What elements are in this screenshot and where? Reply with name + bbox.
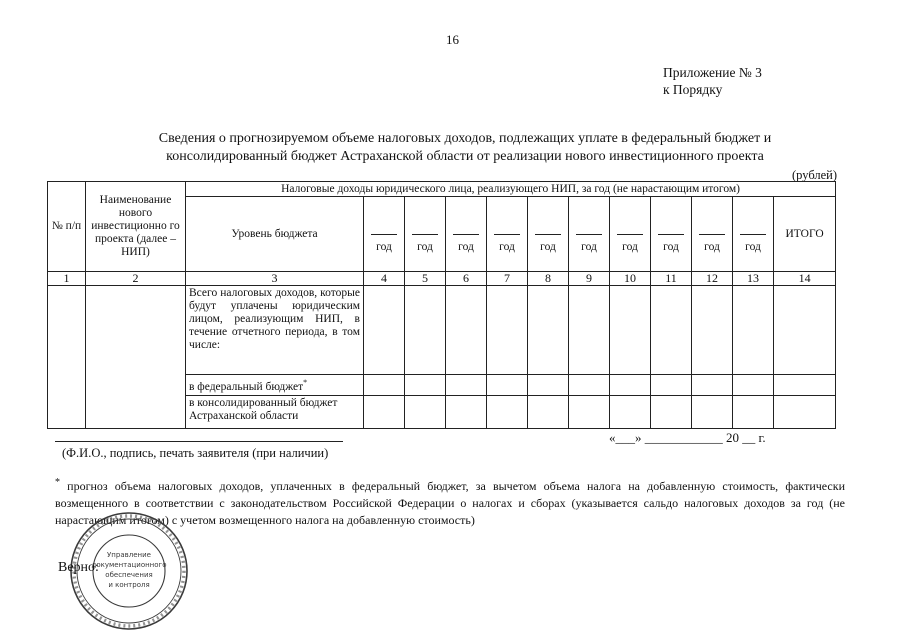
empty-cell [774, 395, 836, 428]
year-label: год [417, 240, 433, 253]
empty-cell [405, 375, 446, 396]
header-tax-revenue-group: Налоговые доходы юридического лица, реализующего НИП, за год (не нарастающим итогом) [186, 182, 836, 197]
column-number: 6 [446, 272, 487, 286]
year-label: год [540, 240, 556, 253]
header-year-cell [446, 197, 487, 272]
empty-cell [528, 375, 569, 396]
empty-cell [446, 395, 487, 428]
certification-label: Верно: [58, 560, 99, 575]
column-number: 4 [364, 272, 405, 286]
empty-cell [405, 395, 446, 428]
empty-cell [774, 286, 836, 375]
header-year-cell [364, 197, 405, 272]
empty-cell [364, 375, 405, 396]
empty-cell [364, 395, 405, 428]
empty-cell [651, 395, 692, 428]
empty-cell [528, 286, 569, 375]
empty-cell [569, 286, 610, 375]
column-number: 13 [733, 272, 774, 286]
title-line-1: Сведения о прогнозируемом объеме налоговых доходов, подлежащих уплате в федеральный бюджет и [158, 131, 772, 146]
year-label: год [663, 240, 679, 253]
year-label: год [745, 240, 761, 253]
units-label: (рублей) [792, 168, 838, 182]
stamp-line-4: и контроля [108, 581, 150, 589]
header-year-cell [610, 197, 651, 272]
header-year-cell [733, 197, 774, 272]
empty-cell [487, 395, 528, 428]
appendix-reference [663, 64, 762, 98]
empty-cell [733, 395, 774, 428]
row-federal-budget-label: в федеральный бюджет [189, 380, 304, 393]
empty-cell [569, 395, 610, 428]
empty-cell [487, 375, 528, 396]
empty-cell [733, 375, 774, 396]
empty-cell [651, 286, 692, 375]
empty-cell [487, 286, 528, 375]
empty-cell [692, 286, 733, 375]
header-row-number: № п/п [48, 182, 86, 272]
empty-cell [774, 375, 836, 396]
column-number: 7 [487, 272, 528, 286]
column-number: 5 [405, 272, 446, 286]
stamp-line-1: Управление [107, 551, 151, 559]
column-number: 10 [610, 272, 651, 286]
header-year-cell [528, 197, 569, 272]
row-total-tax-revenue: Всего налоговых доходов, которые будут уплачены юридическим лицом, реализующим НИП, в течение отчетного периода, в том числе: [186, 286, 364, 375]
year-label: год [581, 240, 597, 253]
empty-cell [364, 286, 405, 375]
header-year-cell [569, 197, 610, 272]
empty-cell [610, 395, 651, 428]
column-number: 1 [48, 272, 86, 286]
empty-cell [446, 286, 487, 375]
stamp-line-2: документационного [91, 561, 167, 569]
column-number: 14 [774, 272, 836, 286]
date-line: «___» ____________ 20 __ г. [609, 430, 766, 445]
header-total: ИТОГО [774, 197, 836, 272]
signature-label: (Ф.И.О., подпись, печать заявителя (при наличии) [62, 446, 329, 460]
empty-cell [733, 286, 774, 375]
header-year-cell [651, 197, 692, 272]
year-label: год [704, 240, 720, 253]
footnote-text: прогноз объема налоговых доходов, уплаченных в федеральный бюджет, за вычетом объема налога на добавленную стоимость, фактически возмещенного в соответствии с законодательством Российской Федерации о налогах и сборах (указывается сальдо налоговых доходов за год (не нарастающим итогом) с учетом возмещенного налога на добавленную стоимость) [55, 479, 845, 527]
tax-revenue-table [47, 181, 836, 429]
signature-line [55, 441, 343, 442]
empty-cell [446, 375, 487, 396]
empty-cell [651, 375, 692, 396]
year-label: год [622, 240, 638, 253]
stamp-line-3: обеспечения [105, 571, 153, 579]
column-number: 2 [86, 272, 186, 286]
empty-cell [692, 375, 733, 396]
footnote-asterisk: * [55, 477, 60, 488]
empty-cell [528, 395, 569, 428]
title-line-2: консолидированный бюджет Астраханской области от реализации нового инвестиционного проекта [166, 149, 764, 164]
header-budget-level: Уровень бюджета [186, 197, 364, 272]
empty-cell [610, 286, 651, 375]
column-number: 12 [692, 272, 733, 286]
header-project-name: Наименование нового инвестиционно го проекта (далее – НИП) [86, 182, 186, 272]
appendix-line-2: к Порядку [663, 82, 723, 97]
column-number: 8 [528, 272, 569, 286]
row-federal-budget [186, 375, 364, 396]
header-year-cell [692, 197, 733, 272]
empty-cell [610, 375, 651, 396]
footnote-marker: * [303, 378, 308, 387]
header-year-cell [405, 197, 446, 272]
appendix-line-1: Приложение № 3 [663, 65, 762, 80]
empty-cell [405, 286, 446, 375]
empty-cell [86, 286, 186, 429]
empty-cell [48, 286, 86, 429]
row-consolidated-budget: в консолидированный бюджет Астраханской области [186, 395, 364, 428]
column-number: 11 [651, 272, 692, 286]
empty-cell [692, 395, 733, 428]
year-label: год [376, 240, 392, 253]
page-number: 16 [446, 32, 459, 47]
header-year-cell [487, 197, 528, 272]
year-label: год [499, 240, 515, 253]
empty-cell [569, 375, 610, 396]
document-title [70, 130, 860, 166]
column-number: 9 [569, 272, 610, 286]
column-number: 3 [186, 272, 364, 286]
year-label: год [458, 240, 474, 253]
